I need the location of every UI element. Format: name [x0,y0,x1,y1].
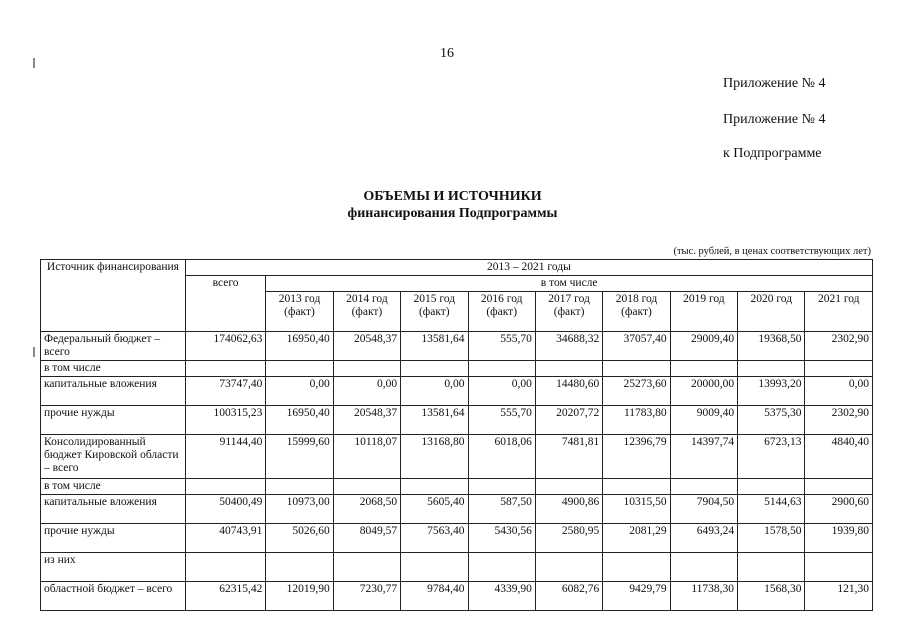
value-cell: 4339,90 [468,582,535,611]
table-row [41,524,873,553]
table-row [41,479,873,495]
value-cell [401,553,468,582]
value-cell: 20000,00 [670,377,737,406]
value-cell [266,361,333,377]
value-cell: 7563,40 [401,524,468,553]
row-label: Консолидированный бюджет Кировской области – всего [41,435,186,479]
value-cell: 15999,60 [266,435,333,479]
document-title [0,188,905,222]
value-cell: 0,00 [333,377,400,406]
table-row [41,495,873,524]
year-note: (факт) [486,306,518,318]
value-cell: 0,00 [805,377,873,406]
value-cell: 12396,79 [603,435,670,479]
value-cell: 2068,50 [333,495,400,524]
value-cell: 29009,40 [670,332,737,361]
value-cell [185,361,265,377]
year-header [401,292,468,332]
row-label: в том числе [41,479,186,495]
year-label: 2017 год [548,293,590,305]
year-note: (факт) [351,306,383,318]
appendix-subtitle: к Подпрограмме [723,146,822,161]
year-header [468,292,535,332]
value-cell: 4840,40 [805,435,873,479]
year-header [333,292,400,332]
row-label: капитальные вложения [41,377,186,406]
appendix-line: Приложение № 4 [723,76,826,91]
page-number: 16 [440,46,454,61]
row-label: капитальные вложения [41,495,186,524]
financing-table [40,259,873,611]
value-cell [266,479,333,495]
value-cell: 10973,00 [266,495,333,524]
table-row [41,553,873,582]
value-cell: 2580,95 [535,524,602,553]
value-cell: 587,50 [468,495,535,524]
row-label: из них [41,553,186,582]
title-line: финансирования Подпрограммы [347,206,558,221]
value-cell: 7230,77 [333,582,400,611]
value-cell: 555,70 [468,332,535,361]
table-row [41,435,873,479]
value-cell: 9784,40 [401,582,468,611]
year-note: (факт) [284,306,315,318]
value-cell: 10315,50 [603,495,670,524]
value-cell [805,479,873,495]
title-line: ОБЪЕМЫ И ИСТОЧНИКИ [363,189,542,204]
value-cell [468,361,535,377]
value-cell: 16950,40 [266,406,333,435]
year-header [266,292,333,332]
value-cell [333,553,400,582]
year-note: (факт) [553,306,585,318]
year-label: 2019 год [683,293,725,305]
value-cell: 0,00 [266,377,333,406]
including-header: в том числе [266,276,873,292]
value-cell: 6723,13 [738,435,805,479]
value-cell: 8049,57 [333,524,400,553]
value-cell: 62315,42 [185,582,265,611]
value-cell: 9009,40 [670,406,737,435]
row-label: прочие нужды [41,524,186,553]
value-cell: 2081,29 [603,524,670,553]
year-header [738,292,805,332]
value-cell: 4900,86 [535,495,602,524]
value-cell: 37057,40 [603,332,670,361]
value-cell: 34688,32 [535,332,602,361]
value-cell: 6493,24 [670,524,737,553]
value-cell [738,361,805,377]
value-cell: 7904,50 [670,495,737,524]
value-cell: 25273,60 [603,377,670,406]
value-cell [333,479,400,495]
value-cell: 1578,50 [738,524,805,553]
year-header [670,292,737,332]
value-cell: 73747,40 [185,377,265,406]
value-cell [805,553,873,582]
year-label: 2020 год [750,293,793,305]
value-cell: 91144,40 [185,435,265,479]
value-cell [333,361,400,377]
value-cell [401,361,468,377]
value-cell [670,479,737,495]
value-cell: 11738,30 [670,582,737,611]
value-cell: 7481,81 [535,435,602,479]
value-cell [535,361,602,377]
value-cell: 20548,37 [333,332,400,361]
value-cell: 14480,60 [535,377,602,406]
value-cell: 40743,91 [185,524,265,553]
row-label: прочие нужды [41,406,186,435]
value-cell: 16950,40 [266,332,333,361]
table-row [41,377,873,406]
year-note: (факт) [621,306,652,318]
scan-artifact [33,58,35,68]
year-label: 2014 год [346,293,388,305]
appendix-line: Приложение № 4 [723,112,826,127]
year-label: 2021 год [817,293,860,305]
value-cell [738,553,805,582]
value-cell: 14397,74 [670,435,737,479]
year-label: 2015 год [413,293,456,305]
value-cell: 20548,37 [333,406,400,435]
value-cell: 13168,80 [401,435,468,479]
year-header [535,292,602,332]
row-label: Федеральный бюджет – всего [41,332,186,361]
total-header: всего [185,276,265,332]
value-cell: 20207,72 [535,406,602,435]
source-header: Источник финансирования [41,260,186,332]
value-cell: 5375,30 [738,406,805,435]
units-note: (тыс. рублей, в ценах соответствующих лет) [673,246,871,257]
value-cell [603,553,670,582]
value-cell: 2900,60 [805,495,873,524]
value-cell: 5430,56 [468,524,535,553]
value-cell [401,479,468,495]
value-cell: 555,70 [468,406,535,435]
value-cell: 13581,64 [401,406,468,435]
value-cell: 2302,90 [805,332,873,361]
value-cell [185,479,265,495]
year-label: 2013 год [278,293,321,305]
value-cell: 0,00 [468,377,535,406]
table-row [41,582,873,611]
value-cell: 121,30 [805,582,873,611]
year-header [603,292,670,332]
value-cell: 13581,64 [401,332,468,361]
value-cell: 12019,90 [266,582,333,611]
row-label: в том числе [41,361,186,377]
value-cell: 6018,06 [468,435,535,479]
value-cell: 10118,07 [333,435,400,479]
value-cell: 2302,90 [805,406,873,435]
value-cell: 5144,63 [738,495,805,524]
table-row [41,332,873,361]
value-cell [738,479,805,495]
value-cell [603,479,670,495]
value-cell: 19368,50 [738,332,805,361]
value-cell [670,553,737,582]
table-row [41,361,873,377]
value-cell: 9429,79 [603,582,670,611]
value-cell: 1568,30 [738,582,805,611]
value-cell [535,479,602,495]
table-row [41,406,873,435]
value-cell: 174062,63 [185,332,265,361]
value-cell [805,361,873,377]
year-label: 2018 год [615,293,658,305]
value-cell [468,553,535,582]
value-cell [266,553,333,582]
value-cell [468,479,535,495]
value-cell [603,361,670,377]
value-cell: 0,00 [401,377,468,406]
value-cell: 1939,80 [805,524,873,553]
scan-artifact [33,347,35,357]
value-cell [670,361,737,377]
value-cell: 13993,20 [738,377,805,406]
row-label: областной бюджет – всего [41,582,186,611]
value-cell [185,553,265,582]
value-cell: 5026,60 [266,524,333,553]
year-note: (факт) [418,306,450,318]
value-cell: 11783,80 [603,406,670,435]
value-cell: 6082,76 [535,582,602,611]
value-cell: 5605,40 [401,495,468,524]
value-cell [535,553,602,582]
year-label: 2016 год [480,293,523,305]
value-cell: 50400,49 [185,495,265,524]
value-cell: 100315,23 [185,406,265,435]
year-header [805,292,873,332]
period-header: 2013 – 2021 годы [185,260,872,276]
